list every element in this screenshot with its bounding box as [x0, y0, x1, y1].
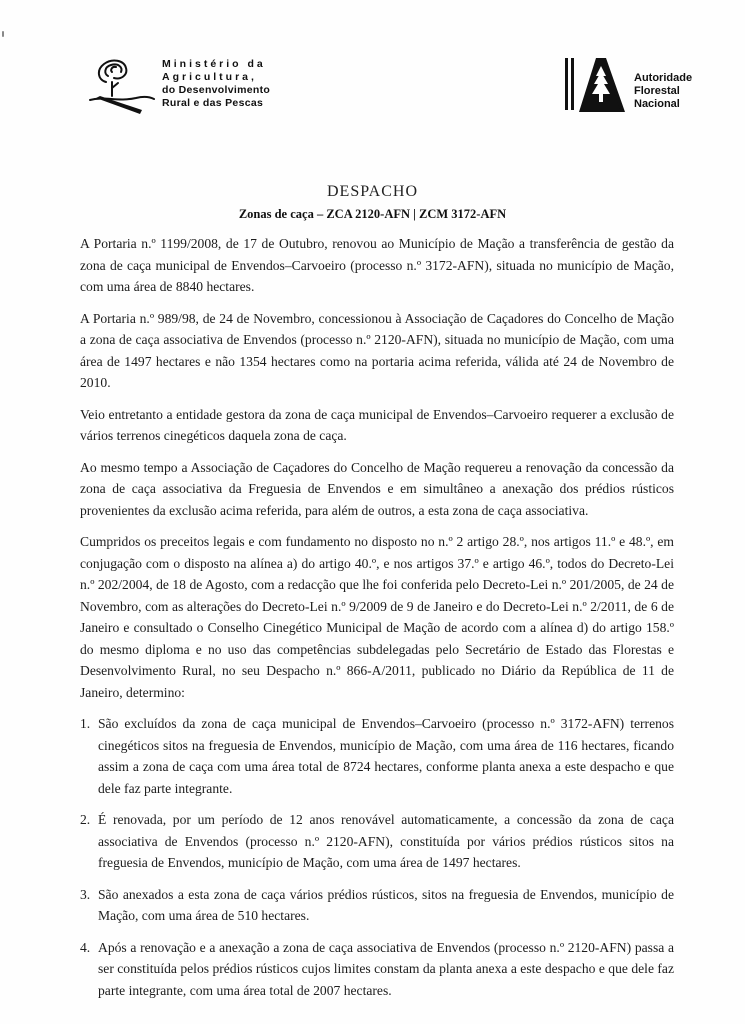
paragraph-3: Veio entretanto a entidade gestora da zona de caça municipal de Envendos–Carvoeiro requerer a exclusão de vários terrenos cinegéticos daquela zona de caça.: [80, 406, 674, 443]
ministry-line-2: Agricultura,: [162, 71, 257, 83]
afn-logo: [563, 54, 692, 114]
list-item-text: Após a renovação e a anexação a zona de caça associativa de Envendos (processo n.º 2120-AFN) passa a ser constituída pelos prédios rústicos cujos limites constam da planta anexa a este despacho e que dele faz parte integrante, com uma área total de 2007 hectares.: [98, 939, 674, 998]
afn-a-tree-icon: [563, 54, 629, 114]
list-item: [80, 884, 674, 927]
ministry-line-4: Rural e das Pescas: [162, 97, 264, 109]
ministry-line-1: Ministério da: [162, 58, 266, 70]
ministry-logo-text: [162, 58, 270, 110]
document-subtitle: Zonas de caça – ZCA 2120-AFN | ZCM 3172-AFN: [238, 207, 507, 221]
list-item-text: É renovada, por um período de 12 anos renovável automaticamente, a concessão da zona de caça associativa de Envendos (processo n.º 2120-AFN), constituída por vários prédios rústicos sitos na freguesia de Envendos, município de Mação, com uma área de 1497 hectares.: [98, 812, 674, 870]
paragraph-5: Cumpridos os preceitos legais e com fundamento no disposto no n.º 2 artigo 28.º, nos artigos 11.º e 48.º, em conjugação com o disposto na alínea a) do artigo 40.º, e nos artigos 37.º e artigo 46.º, todos do Decreto-Lei n.º 202/2004, de 18 de Agosto, com a redacção que lhe foi conferida pelo Decreto-Lei n.º 201/2005, de 24 de Novembro, com as alterações do Decreto-Lei n.º 9/2009 de 9 de Janeiro e do Decreto-Lei n.º 2/2011, de 6 de Janeiro e consultado o Conselho Cinegético Municipal de Mação de acordo com a alínea d) do artigo 158.º do mesmo diploma e no uso das competências subdelegadas pelo Secretário de Estado das Florestas e Desenvolvimento Rural, no seu Despacho n.º 866-A/2011, publicado no Diário da República de 11 de Janeiro, determino:: [80, 534, 674, 700]
document-title: DESPACHO: [327, 183, 418, 200]
afn-line-1: Autoridade: [634, 71, 693, 84]
scan-artifact: [2, 31, 4, 37]
paragraph-2: A Portaria n.º 989/98, de 24 de Novembro, concessionou à Associação de Caçadores do Concelho de Mação a zona de caça associativa de Envendos (processo n.º 2120-AFN), situada no município de Mação, com uma área de 1497 hectares e não 1354 hectares como na portaria acima referida, válida até 24 de Novembro de 2010.: [80, 310, 674, 390]
afn-line-2: Florestal: [634, 84, 680, 97]
list-item-text: São excluídos da zona de caça municipal de Envendos–Carvoeiro (processo n.º 3172-AFN) terrenos cinegéticos sitos na freguesia de Envendos, município de Mação, com uma área de 116 hectares, ficando assim a zona de caça com uma área total de 8724 hectares, conforme planta anexa a este despacho e que dele faz parte integrante.: [98, 716, 674, 796]
afn-logo-text: [634, 72, 692, 111]
list-item-text: São anexados a esta zona de caça vários prédios rústicos, sitos na freguesia de Envendos, município de Mação, com uma área de 510 hectares.: [98, 886, 674, 923]
list-item: [80, 937, 674, 1002]
list-item: [80, 809, 674, 874]
afn-line-3: Nacional: [634, 97, 680, 110]
list-item-number: 3.: [80, 886, 91, 902]
ministry-logo: [84, 52, 270, 118]
document-header: [0, 50, 745, 125]
determination-list: [80, 713, 674, 1001]
ministry-line-3: do Desenvolvimento: [162, 84, 271, 96]
ministry-tree-icon: [84, 52, 156, 118]
paragraph-1: A Portaria n.º 1199/2008, de 17 de Outubro, renovou ao Município de Mação a transferência de gestão da zona de caça municipal de Envendos–Carvoeiro (processo n.º 3172-AFN), situada no município de Mação, com uma área de 8840 hectares.: [80, 236, 674, 294]
list-item-number: 1.: [80, 716, 91, 731]
list-item-number: 4.: [80, 939, 91, 955]
paragraph-4: Ao mesmo tempo a Associação de Caçadores do Concelho de Mação requereu a renovação da concessão da zona de caça associativa da Freguesia de Envendos e em simultâneo a anexação dos prédios rústicos provenientes da exclusão acima referida, para além de outros, a esta zona de caça associativa.: [80, 459, 674, 518]
list-item: [80, 713, 674, 799]
document-body: [80, 233, 674, 1011]
list-item-number: 2.: [80, 812, 91, 827]
